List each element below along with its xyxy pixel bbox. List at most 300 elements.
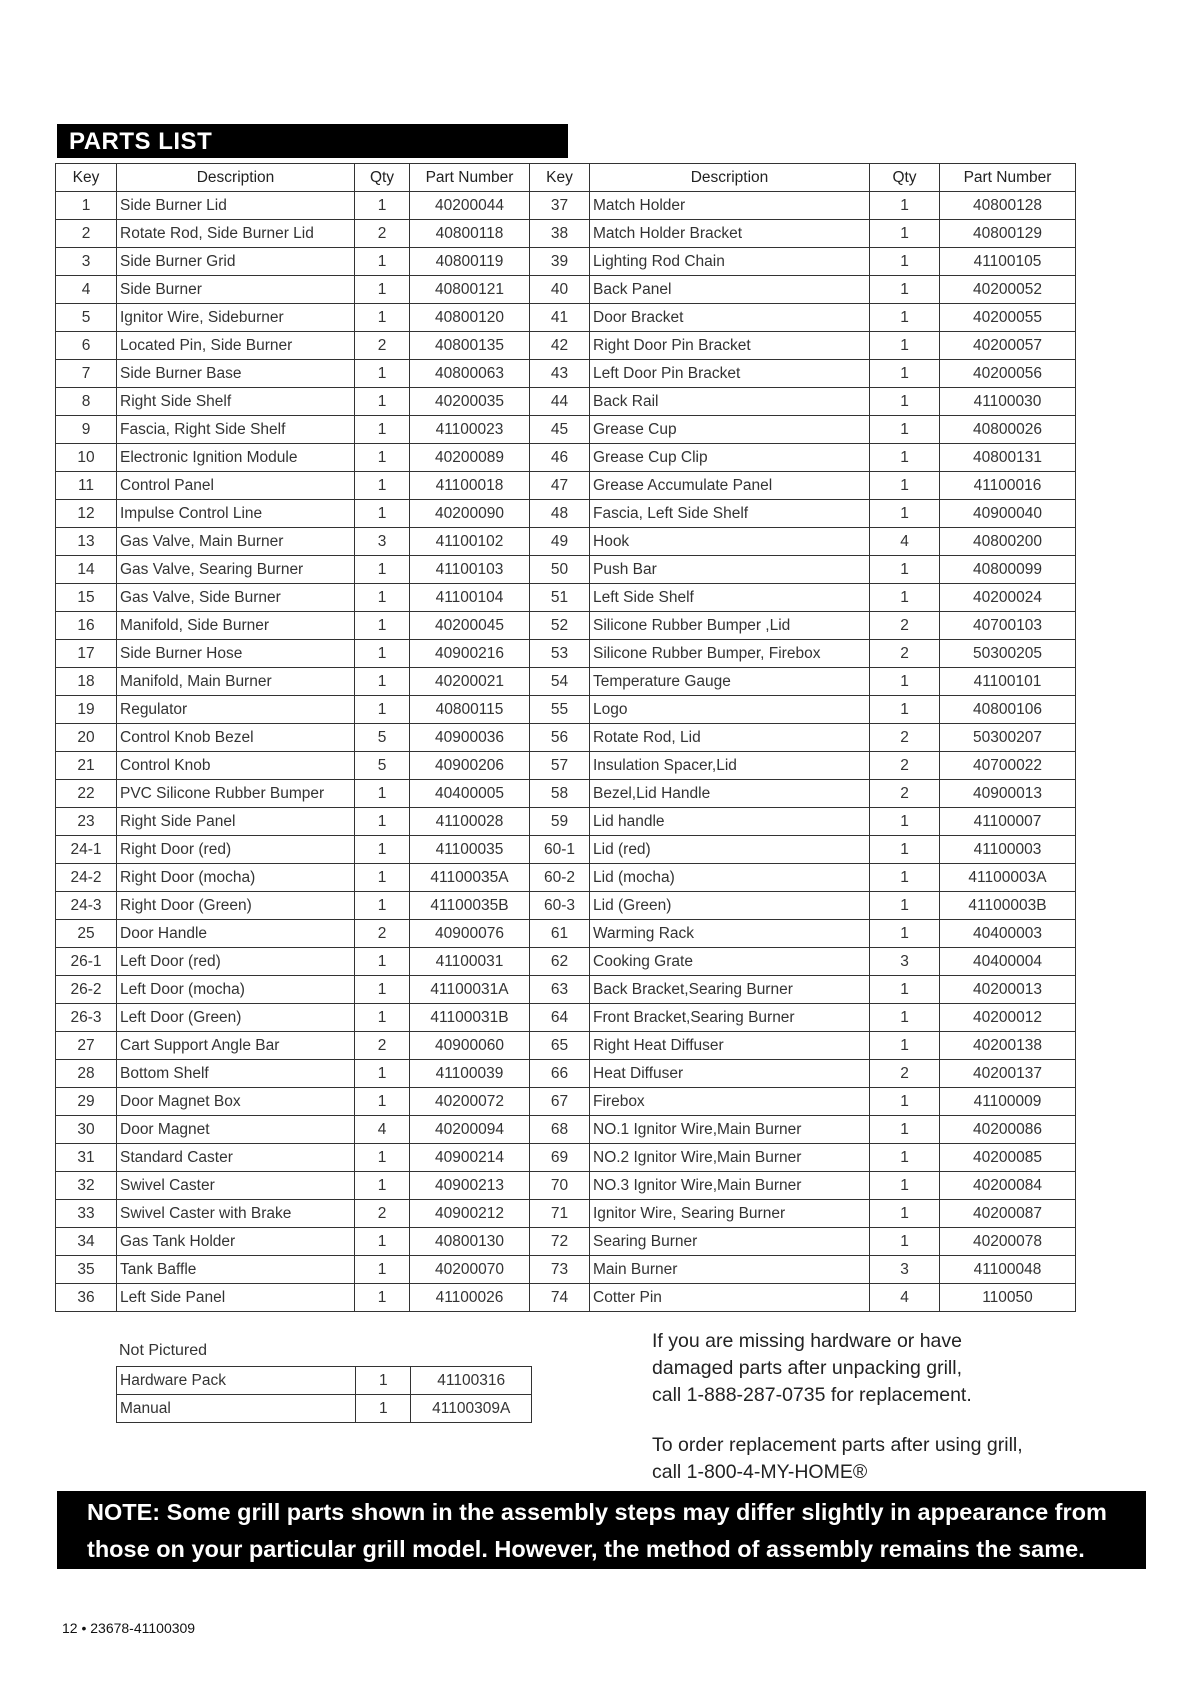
- part-description: Control Panel: [117, 472, 355, 500]
- part-key: 37: [530, 192, 590, 220]
- part-description: Left Side Panel: [117, 1284, 355, 1312]
- part-qty: 1: [355, 500, 410, 528]
- contact-line: damaged parts after unpacking grill,: [652, 1357, 963, 1379]
- table-row: [56, 640, 1076, 668]
- part-description: NO.3 Ignitor Wire,Main Burner: [590, 1172, 870, 1200]
- part-description: Back Bracket,Searing Burner: [590, 976, 870, 1004]
- part-key: 68: [530, 1116, 590, 1144]
- header-key: Key: [530, 164, 590, 192]
- part-number: 40800129: [940, 220, 1076, 248]
- part-description: Insulation Spacer,Lid: [590, 752, 870, 780]
- part-number: 40900214: [410, 1144, 530, 1172]
- part-qty: 1: [870, 668, 940, 696]
- part-qty: 1: [870, 1088, 940, 1116]
- part-description: Gas Valve, Main Burner: [117, 528, 355, 556]
- part-key: 45: [530, 416, 590, 444]
- part-description: Rotate Rod, Lid: [590, 724, 870, 752]
- part-number: 40800131: [940, 444, 1076, 472]
- part-key: 40: [530, 276, 590, 304]
- part-number: 40800118: [410, 220, 530, 248]
- part-description: Left Side Shelf: [590, 584, 870, 612]
- part-number: 40800026: [940, 416, 1076, 444]
- part-qty: 1: [355, 472, 410, 500]
- part-key: 58: [530, 780, 590, 808]
- table-row: [56, 584, 1076, 612]
- table-row: [56, 696, 1076, 724]
- part-number: 40800115: [410, 696, 530, 724]
- table-row: [56, 332, 1076, 360]
- part-qty: 1: [355, 388, 410, 416]
- part-number: 41100003B: [940, 892, 1076, 920]
- part-qty: 4: [870, 1284, 940, 1312]
- part-qty: 2: [355, 920, 410, 948]
- not-pictured-table: [116, 1366, 532, 1423]
- part-key: 33: [56, 1200, 117, 1228]
- table-row: [56, 556, 1076, 584]
- part-number: 40200138: [940, 1032, 1076, 1060]
- part-number: 40200089: [410, 444, 530, 472]
- part-description: Side Burner Base: [117, 360, 355, 388]
- table-row: [56, 220, 1076, 248]
- contact-line: To order replacement parts after using grill,: [652, 1434, 1023, 1456]
- table-row: [56, 1060, 1076, 1088]
- table-row: [56, 1032, 1076, 1060]
- part-qty: 1: [870, 444, 940, 472]
- part-number: 40800128: [940, 192, 1076, 220]
- part-description: Door Handle: [117, 920, 355, 948]
- part-qty: 1: [870, 892, 940, 920]
- part-number: 40900060: [410, 1032, 530, 1060]
- part-number: 40200094: [410, 1116, 530, 1144]
- header-description: Description: [117, 164, 355, 192]
- part-key: 26-2: [56, 976, 117, 1004]
- part-number: 40200012: [940, 1004, 1076, 1032]
- part-number: 41100031B: [410, 1004, 530, 1032]
- part-number: 41100309A: [411, 1395, 532, 1423]
- part-qty: 1: [355, 276, 410, 304]
- part-key: 26-3: [56, 1004, 117, 1032]
- part-key: 22: [56, 780, 117, 808]
- part-description: Fascia, Right Side Shelf: [117, 416, 355, 444]
- part-qty: 2: [870, 752, 940, 780]
- part-description: Right Side Shelf: [117, 388, 355, 416]
- part-description: Hook: [590, 528, 870, 556]
- part-key: 36: [56, 1284, 117, 1312]
- part-qty: 1: [870, 808, 940, 836]
- part-description: Grease Accumulate Panel: [590, 472, 870, 500]
- part-qty: 1: [870, 696, 940, 724]
- part-description: Door Magnet Box: [117, 1088, 355, 1116]
- part-description: Manifold, Main Burner: [117, 668, 355, 696]
- part-qty: 1: [870, 556, 940, 584]
- part-description: Main Burner: [590, 1256, 870, 1284]
- page-footer: 12 • 23678-41100309: [62, 1620, 196, 1636]
- part-qty: 3: [870, 948, 940, 976]
- part-number: 40200052: [940, 276, 1076, 304]
- part-qty: 1: [355, 864, 410, 892]
- part-number: 41100039: [410, 1060, 530, 1088]
- part-key: 15: [56, 584, 117, 612]
- part-key: 14: [56, 556, 117, 584]
- part-qty: 1: [355, 1172, 410, 1200]
- part-number: 41100007: [940, 808, 1076, 836]
- part-description: Bezel,Lid Handle: [590, 780, 870, 808]
- part-key: 18: [56, 668, 117, 696]
- table-row: [56, 1172, 1076, 1200]
- part-key: 1: [56, 192, 117, 220]
- part-key: 49: [530, 528, 590, 556]
- part-qty: 1: [870, 1172, 940, 1200]
- table-row: [56, 1116, 1076, 1144]
- part-description: Ignitor Wire, Searing Burner: [590, 1200, 870, 1228]
- table-row: [117, 1395, 532, 1423]
- part-description: Logo: [590, 696, 870, 724]
- part-key: 12: [56, 500, 117, 528]
- part-description: Searing Burner: [590, 1228, 870, 1256]
- part-key: 65: [530, 1032, 590, 1060]
- part-description: Cotter Pin: [590, 1284, 870, 1312]
- part-qty: 1: [355, 192, 410, 220]
- part-qty: 2: [870, 1060, 940, 1088]
- part-number: 41100048: [940, 1256, 1076, 1284]
- part-number: 41100009: [940, 1088, 1076, 1116]
- part-number: 40900216: [410, 640, 530, 668]
- part-key: 56: [530, 724, 590, 752]
- table-row: [56, 1228, 1076, 1256]
- part-description: Grease Cup: [590, 416, 870, 444]
- part-description: Ignitor Wire, Sideburner: [117, 304, 355, 332]
- part-qty: 1: [355, 1228, 410, 1256]
- table-row: [56, 500, 1076, 528]
- part-number: 40200013: [940, 976, 1076, 1004]
- part-key: 59: [530, 808, 590, 836]
- part-key: 21: [56, 752, 117, 780]
- part-key: 71: [530, 1200, 590, 1228]
- part-key: 34: [56, 1228, 117, 1256]
- table-row: [56, 976, 1076, 1004]
- part-number: 40900213: [410, 1172, 530, 1200]
- part-key: 28: [56, 1060, 117, 1088]
- part-qty: 1: [870, 920, 940, 948]
- part-qty: 5: [355, 752, 410, 780]
- part-qty: 1: [870, 192, 940, 220]
- part-qty: 1: [870, 500, 940, 528]
- part-number: 40900212: [410, 1200, 530, 1228]
- part-description: Match Holder Bracket: [590, 220, 870, 248]
- part-key: 13: [56, 528, 117, 556]
- part-number: 40900206: [410, 752, 530, 780]
- part-qty: 1: [870, 1144, 940, 1172]
- part-number: 40200070: [410, 1256, 530, 1284]
- part-qty: 1: [870, 220, 940, 248]
- table-row: [56, 1004, 1076, 1032]
- part-key: 69: [530, 1144, 590, 1172]
- part-number: 40200057: [940, 332, 1076, 360]
- part-qty: 1: [355, 696, 410, 724]
- part-description: Swivel Caster with Brake: [117, 1200, 355, 1228]
- table-row: [56, 836, 1076, 864]
- replacement-order-notice: [652, 1432, 1092, 1486]
- part-key: 60-3: [530, 892, 590, 920]
- part-qty: 1: [355, 444, 410, 472]
- part-qty: 1: [355, 780, 410, 808]
- part-qty: 1: [870, 1228, 940, 1256]
- part-key: 35: [56, 1256, 117, 1284]
- part-number: 50300207: [940, 724, 1076, 752]
- part-description: Swivel Caster: [117, 1172, 355, 1200]
- part-key: 38: [530, 220, 590, 248]
- part-key: 46: [530, 444, 590, 472]
- part-number: 40200086: [940, 1116, 1076, 1144]
- part-key: 44: [530, 388, 590, 416]
- part-number: 41100003: [940, 836, 1076, 864]
- part-description: Tank Baffle: [117, 1256, 355, 1284]
- part-description: NO.1 Ignitor Wire,Main Burner: [590, 1116, 870, 1144]
- part-key: 5: [56, 304, 117, 332]
- part-qty: 1: [870, 864, 940, 892]
- table-row: [56, 808, 1076, 836]
- part-description: Located Pin, Side Burner: [117, 332, 355, 360]
- part-qty: 1: [355, 556, 410, 584]
- part-description: Right Side Panel: [117, 808, 355, 836]
- part-number: 40400003: [940, 920, 1076, 948]
- part-description: Grease Cup Clip: [590, 444, 870, 472]
- part-description: Push Bar: [590, 556, 870, 584]
- part-qty: 3: [870, 1256, 940, 1284]
- part-number: 41100035B: [410, 892, 530, 920]
- part-number: 40200024: [940, 584, 1076, 612]
- part-qty: 2: [355, 220, 410, 248]
- part-number: 40900040: [940, 500, 1076, 528]
- part-number: 41100105: [940, 248, 1076, 276]
- part-number: 41100016: [940, 472, 1076, 500]
- part-key: 42: [530, 332, 590, 360]
- part-description: Silicone Rubber Bumper ,Lid: [590, 612, 870, 640]
- part-number: 40800119: [410, 248, 530, 276]
- table-row: [56, 1256, 1076, 1284]
- part-description: Left Door (mocha): [117, 976, 355, 1004]
- part-qty: 2: [870, 724, 940, 752]
- part-qty: 1: [356, 1367, 411, 1395]
- table-row: [56, 304, 1076, 332]
- part-key: 17: [56, 640, 117, 668]
- part-number: 41100028: [410, 808, 530, 836]
- part-description: Firebox: [590, 1088, 870, 1116]
- part-qty: 1: [870, 1116, 940, 1144]
- table-row: [56, 752, 1076, 780]
- part-description: Manifold, Side Burner: [117, 612, 355, 640]
- part-key: 67: [530, 1088, 590, 1116]
- part-key: 7: [56, 360, 117, 388]
- part-key: 48: [530, 500, 590, 528]
- part-description: Right Door (Green): [117, 892, 355, 920]
- part-key: 27: [56, 1032, 117, 1060]
- part-number: 41100031A: [410, 976, 530, 1004]
- part-key: 70: [530, 1172, 590, 1200]
- part-description: Side Burner Hose: [117, 640, 355, 668]
- part-key: 66: [530, 1060, 590, 1088]
- part-qty: 1: [355, 304, 410, 332]
- part-qty: 1: [355, 248, 410, 276]
- part-number: 40800120: [410, 304, 530, 332]
- part-number: 40200072: [410, 1088, 530, 1116]
- part-qty: 1: [870, 584, 940, 612]
- part-description: Cooking Grate: [590, 948, 870, 976]
- not-pictured-label: Not Pictured: [119, 1342, 208, 1359]
- table-row: [56, 192, 1076, 220]
- part-description: Temperature Gauge: [590, 668, 870, 696]
- part-qty: 3: [355, 528, 410, 556]
- part-qty: 1: [870, 1032, 940, 1060]
- part-qty: 1: [870, 1004, 940, 1032]
- parts-list-title: PARTS LIST: [57, 124, 568, 158]
- table-row: [56, 388, 1076, 416]
- part-key: 51: [530, 584, 590, 612]
- part-description: Lid (Green): [590, 892, 870, 920]
- part-number: 40800063: [410, 360, 530, 388]
- part-description: Warming Rack: [590, 920, 870, 948]
- part-key: 39: [530, 248, 590, 276]
- part-key: 24-1: [56, 836, 117, 864]
- part-key: 43: [530, 360, 590, 388]
- part-description: Lighting Rod Chain: [590, 248, 870, 276]
- part-description: Door Bracket: [590, 304, 870, 332]
- part-qty: 2: [870, 780, 940, 808]
- part-description: Door Magnet: [117, 1116, 355, 1144]
- table-row: [56, 472, 1076, 500]
- part-qty: 1: [355, 360, 410, 388]
- part-description: Right Door (mocha): [117, 864, 355, 892]
- part-qty: 1: [355, 948, 410, 976]
- part-number: 40700103: [940, 612, 1076, 640]
- part-description: Gas Valve, Side Burner: [117, 584, 355, 612]
- part-description: Right Door (red): [117, 836, 355, 864]
- part-key: 41: [530, 304, 590, 332]
- part-description: Side Burner: [117, 276, 355, 304]
- table-row: [56, 612, 1076, 640]
- part-qty: 1: [870, 388, 940, 416]
- part-description: Match Holder: [590, 192, 870, 220]
- part-description: Right Heat Diffuser: [590, 1032, 870, 1060]
- part-key: 6: [56, 332, 117, 360]
- part-key: 4: [56, 276, 117, 304]
- part-key: 11: [56, 472, 117, 500]
- part-qty: 1: [355, 668, 410, 696]
- part-number: 40800106: [940, 696, 1076, 724]
- part-description: Side Burner Grid: [117, 248, 355, 276]
- part-key: 9: [56, 416, 117, 444]
- part-description: PVC Silicone Rubber Bumper: [117, 780, 355, 808]
- part-qty: 5: [355, 724, 410, 752]
- part-number: 40200021: [410, 668, 530, 696]
- part-key: 63: [530, 976, 590, 1004]
- part-number: 40200055: [940, 304, 1076, 332]
- part-description: Right Door Pin Bracket: [590, 332, 870, 360]
- header-qty: Qty: [355, 164, 410, 192]
- part-qty: 1: [870, 304, 940, 332]
- part-qty: 1: [355, 1004, 410, 1032]
- part-key: 10: [56, 444, 117, 472]
- part-number: 40200078: [940, 1228, 1076, 1256]
- part-description: Cart Support Angle Bar: [117, 1032, 355, 1060]
- table-row: [56, 248, 1076, 276]
- part-qty: 1: [355, 1144, 410, 1172]
- part-qty: 2: [870, 640, 940, 668]
- part-qty: 1: [870, 332, 940, 360]
- table-row: [56, 780, 1076, 808]
- part-number: 40800099: [940, 556, 1076, 584]
- part-qty: 1: [870, 976, 940, 1004]
- part-number: 41100030: [940, 388, 1076, 416]
- table-row: [56, 360, 1076, 388]
- part-description: Back Rail: [590, 388, 870, 416]
- part-description: Side Burner Lid: [117, 192, 355, 220]
- part-key: 24-2: [56, 864, 117, 892]
- part-number: 40200137: [940, 1060, 1076, 1088]
- part-qty: 1: [355, 1256, 410, 1284]
- part-key: 25: [56, 920, 117, 948]
- table-row: [56, 416, 1076, 444]
- part-description: Control Knob Bezel: [117, 724, 355, 752]
- part-number: 41100003A: [940, 864, 1076, 892]
- part-description: Lid handle: [590, 808, 870, 836]
- part-number: 40800200: [940, 528, 1076, 556]
- part-qty: 1: [355, 1060, 410, 1088]
- header-key: Key: [56, 164, 117, 192]
- part-number: 40200085: [940, 1144, 1076, 1172]
- table-row: [56, 1200, 1076, 1228]
- part-qty: 1: [870, 360, 940, 388]
- part-key: 30: [56, 1116, 117, 1144]
- part-key: 60-1: [530, 836, 590, 864]
- part-description: NO.2 Ignitor Wire,Main Burner: [590, 1144, 870, 1172]
- part-key: 23: [56, 808, 117, 836]
- part-description: Gas Valve, Searing Burner: [117, 556, 355, 584]
- part-number: 41100023: [410, 416, 530, 444]
- table-row: [117, 1367, 532, 1395]
- part-qty: 1: [355, 892, 410, 920]
- part-qty: 1: [870, 416, 940, 444]
- part-number: 40900036: [410, 724, 530, 752]
- part-key: 20: [56, 724, 117, 752]
- part-number: 40400004: [940, 948, 1076, 976]
- part-number: 41100035A: [410, 864, 530, 892]
- part-qty: 1: [870, 1200, 940, 1228]
- part-qty: 1: [355, 584, 410, 612]
- note-line: NOTE: Some grill parts shown in the assembly steps may differ slightly in appearance from: [87, 1499, 1107, 1525]
- part-description: Front Bracket,Searing Burner: [590, 1004, 870, 1032]
- parts-table: [55, 163, 1076, 1312]
- part-qty: 1: [870, 276, 940, 304]
- part-number: 40800130: [410, 1228, 530, 1256]
- part-description: Lid (red): [590, 836, 870, 864]
- part-qty: 1: [355, 640, 410, 668]
- part-number: 40200087: [940, 1200, 1076, 1228]
- part-key: 55: [530, 696, 590, 724]
- assembly-note: [57, 1491, 1146, 1569]
- part-number: 41100101: [940, 668, 1076, 696]
- table-row: [56, 528, 1076, 556]
- part-number: 40400005: [410, 780, 530, 808]
- part-qty: 1: [355, 1284, 410, 1312]
- part-description: Gas Tank Holder: [117, 1228, 355, 1256]
- part-number: 50300205: [940, 640, 1076, 668]
- part-qty: 1: [355, 976, 410, 1004]
- missing-parts-notice: [652, 1328, 1092, 1409]
- part-qty: 2: [355, 332, 410, 360]
- part-key: 57: [530, 752, 590, 780]
- part-description: Bottom Shelf: [117, 1060, 355, 1088]
